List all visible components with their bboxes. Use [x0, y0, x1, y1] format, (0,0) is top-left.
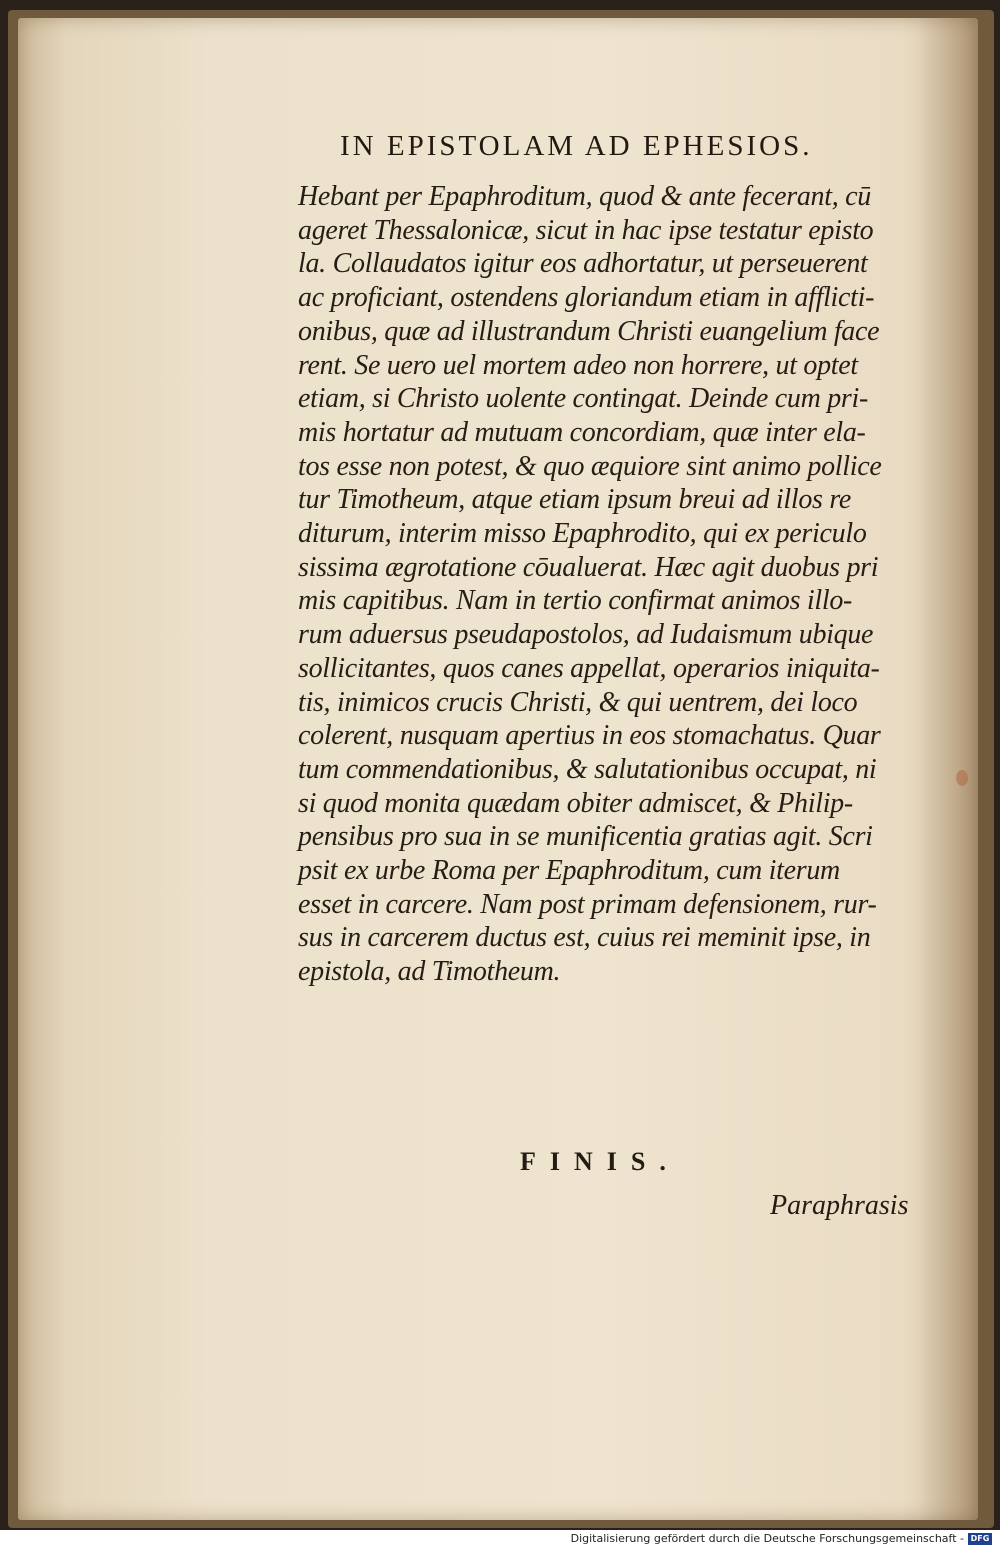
text-line: esset in carcere. Nam post primam defensionem, rur-: [298, 888, 877, 920]
text-line: mis hortatur ad mutuam concordiam, quæ inter ela-: [298, 416, 866, 448]
text-line: Hebant per Epaphroditum, quod & ante fecerant, cū: [298, 181, 871, 212]
text-line: tis, inimicos crucis Christi, & qui uentrem, dei loco: [298, 686, 858, 718]
text-line: epistola, ad Timotheum.: [298, 956, 561, 988]
text-line: etiam, si Christo uolente contingat. Deinde cum pri-: [298, 383, 868, 415]
finis-heading: FINIS.: [520, 1147, 680, 1176]
text-line: ac proficiant, ostendens gloriandum etiam in afflicti-: [298, 282, 875, 314]
text-line: sus in carcerem ductus est, cuius rei meminit ipse, in: [298, 922, 871, 954]
text-line: tur Timotheum, atque etiam ipsum breui ad illos re: [298, 484, 852, 516]
text-line: sollicitantes, quos canes appellat, operarios iniquita-: [298, 652, 880, 684]
text-line: psit ex urbe Roma per Epaphroditum, cum iterum: [298, 855, 840, 887]
catchword: Paraphrasis: [770, 1190, 909, 1221]
text-line: colerent, nusquam apertius in eos stomachatus. Quar: [298, 720, 881, 752]
text-line: si quod monita quædam obiter admiscet, & Philip-: [298, 787, 853, 819]
text-line: tum commendationibus, & salutationibus occupat, ni: [298, 753, 877, 785]
text-line: rum aduersus pseudapostolos, ad Iudaismum ubique: [298, 619, 874, 651]
text-line: rent. Se uero uel mortem adeo non horrere, ut optet: [298, 349, 858, 381]
text-line: la. Collaudatos igitur eos adhortatur, ut perseuerent: [298, 248, 868, 280]
text-line: pensibus pro sua in se munificentia gratias agit. Scri: [298, 821, 873, 853]
text-line: onibus, quæ ad illustrandum Christi euangelium face: [298, 315, 880, 347]
text-line: mis capitibus. Nam in tertio confirmat animos illo-: [298, 585, 853, 617]
paper-stain: [956, 770, 968, 786]
running-head: IN EPISTOLAM AD EPHESIOS.: [340, 130, 813, 162]
text-line: sissima ægrotatione cōualuerat. Hæc agit duobus pri: [298, 551, 879, 583]
text-line: ageret Thessalonicæ, sicut in hac ipse testatur episto: [298, 214, 874, 246]
dfg-credit: Digitalisierung gefördert durch die Deutsche Forschungsgemeinschaft -: [570, 1532, 964, 1545]
dfg-logo: DFG: [968, 1533, 992, 1545]
text-line: tos esse non potest, & quo æquiore sint animo pollice: [298, 450, 882, 482]
body-text: [298, 180, 948, 989]
text-line: diturum, interim misso Epaphrodito, qui ex periculo: [298, 518, 867, 550]
